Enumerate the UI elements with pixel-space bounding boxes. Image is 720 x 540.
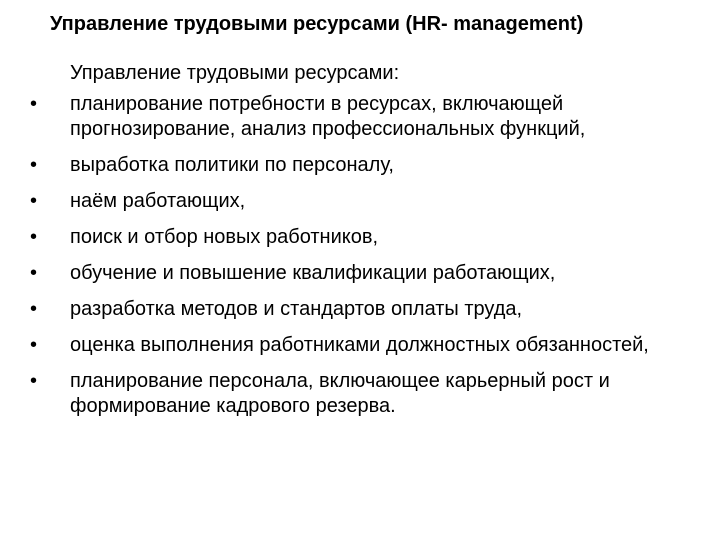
bullet-icon: • (30, 93, 38, 115)
bullet-icon: • (30, 262, 38, 284)
slide-title: Управление трудовыми ресурсами (HR- management) (50, 13, 584, 35)
list-item (28, 333, 688, 358)
list-item-text: планирование потребности в ресурсах, включающей прогнозирование, анализ профессиональных функций, (70, 93, 586, 140)
list-item (28, 153, 688, 178)
list-item (28, 369, 688, 419)
bullet-icon: • (30, 154, 38, 176)
list-item (28, 92, 688, 142)
list-item-text: оценка выполнения работниками должностных обязанностей, (70, 334, 649, 356)
bullet-icon: • (30, 298, 38, 320)
list-item (28, 189, 688, 214)
bullet-icon: • (30, 334, 38, 356)
bullet-icon: • (30, 370, 38, 392)
slide-content (28, 60, 688, 430)
list-item-text: планирование персонала, включающее карьерный рост и формирование кадрового резерва. (70, 370, 610, 417)
bullet-icon: • (30, 190, 38, 212)
list-item-text: выработка политики по персоналу, (70, 154, 394, 176)
list-item-text: наём работающих, (70, 190, 246, 212)
bullet-list (28, 92, 688, 419)
list-item (28, 261, 688, 286)
list-item-text: обучение и повышение квалификации работающих, (70, 262, 556, 284)
list-item (28, 297, 688, 322)
list-item (28, 225, 688, 250)
list-item-text: поиск и отбор новых работников, (70, 226, 379, 248)
bullet-icon: • (30, 226, 38, 248)
list-item-text: разработка методов и стандартов оплаты труда, (70, 298, 523, 320)
intro-text: Управление трудовыми ресурсами: (70, 62, 400, 84)
